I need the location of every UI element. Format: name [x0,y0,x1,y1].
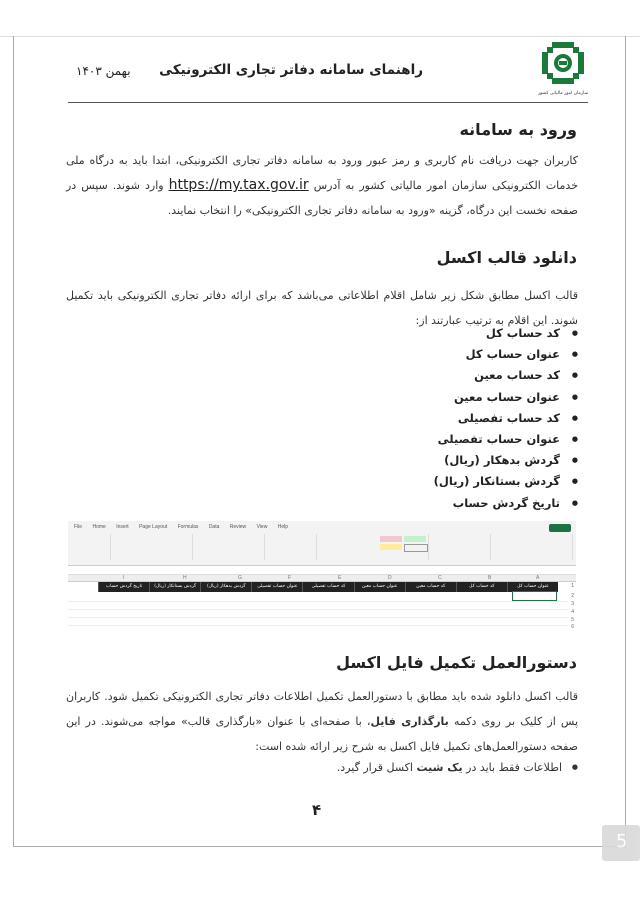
excel-fields-list [434,323,578,514]
svg-text:سازمان امور مالیاتی کشور: سازمان امور مالیاتی کشور [538,91,588,96]
page-bottom-edge [13,846,626,847]
page-right-edge [625,36,626,846]
ribbon-group-cells [430,534,491,560]
page-left-edge [13,36,14,846]
excel-formula-bar [68,566,576,575]
excel-header-cell: گردش بستانکار (ریال) [149,582,200,592]
header-divider [68,102,588,103]
excel-selected-cell [512,591,557,601]
excel-header-cell: عنوان حساب تفصیلی [251,582,302,592]
ribbon-group-number [266,534,317,560]
style-swatch-calc [404,544,428,552]
column-letter: B [488,575,492,581]
ribbon-group-font [112,534,193,560]
tax-portal-link[interactable]: https://my.tax.gov.ir [168,177,309,193]
document-date: بهمن ۱۴۰۳ [76,64,131,78]
list-item: ● عنوان حساب معین [434,387,578,408]
ribbon-tab: File [74,524,83,530]
heading-login: ورود به سامانه [459,120,577,139]
ribbon-tab: View [256,524,268,530]
list-item: ● کد حساب معین [434,365,578,386]
excel-ribbon [68,521,576,566]
ribbon-tab: Page Layout [139,524,168,530]
column-letter: H [183,575,187,581]
excel-header-cell: تاریخ گردش حساب [98,582,149,592]
excel-share-button [549,524,571,532]
page-indicator-button[interactable] [602,825,640,861]
column-letter: F [288,575,292,581]
column-letter: I [123,575,125,581]
row-number: 1 [571,583,574,589]
ribbon-group-editing [492,534,573,560]
ribbon-group-clipboard [70,534,111,560]
excel-header-cell: عنوان حساب معین [354,582,405,592]
page-top-edge [0,36,640,37]
column-letter: E [338,575,342,581]
ribbon-tab: Help [277,524,288,530]
excel-header-cell: کد حساب کل [456,582,507,592]
upload-file-term: بارگذاری فایل [370,715,449,728]
bullet-icon: ● [571,763,578,771]
ribbon-group-alignment [194,534,265,560]
excel-header-cell: کد حساب معین [405,582,456,592]
list-item: ● کد حساب کل [434,323,578,344]
excel-header-cell: گردش بدهکار (ریال) [200,582,251,592]
list-item: ● کد حساب تفصیلی [434,408,578,429]
heading-download: دانلود قالب اکسل [436,248,577,267]
style-swatch-neutral [380,544,402,550]
login-paragraph [66,148,578,223]
page-number: ۴ [312,801,322,819]
excel-grid-line [68,609,568,610]
excel-grid-line [68,625,568,626]
excel-header-cell: عنوان حساب کل [507,582,558,592]
ribbon-tab: Review [229,524,247,530]
excel-column-headers [68,575,576,582]
excel-ribbon-tabs [74,524,297,530]
instruction-bullet [162,755,578,780]
excel-header-row [98,582,558,592]
bullet-text-1: اطلاعات فقط باید در [466,761,562,774]
single-sheet-term: یک شیت [416,761,463,774]
page-indicator-label: 5 [616,831,628,852]
row-number: 4 [571,609,574,615]
row-number: 3 [571,601,574,607]
excel-grid-line [68,601,568,602]
document-title: راهنمای سامانه دفاتر تجاری الکترونیکی [159,62,423,78]
ribbon-tab: Home [92,524,106,530]
list-item: ● عنوان حساب تفصیلی [434,429,578,450]
excel-template-screenshot [68,521,576,630]
list-item: ● گردش بستانکار (ریال) [434,471,578,492]
instructions-paragraph [66,684,578,759]
list-item: ● گردش بدهکار (ریال) [434,450,578,471]
heading-instructions: دستورالعمل تکمیل فایل اکسل [336,653,577,672]
column-letter: D [388,575,392,581]
column-letter: G [238,575,242,581]
ribbon-tab: Insert [116,524,129,530]
ribbon-tab: Formulas [177,524,199,530]
column-letter: C [438,575,442,581]
login-text-1: کاربران جهت دریافت نام کاربری و رمز عبور ورود به سامانه دفاتر تجاری الکترونیکی، ابتدا باید به درگاه ملی خدمات الکترونیکی سازمان امور مالیاتی کشور به آدرس [66,154,578,192]
style-swatch-good [404,536,426,542]
ribbon-tab: Data [208,524,220,530]
login-text-2: وارد شوند. سپس در صفحه نخست این درگاه، گزینه «ورود به سامانه دفاتر تجاری الکترونیکی» را انتخاب نمایند. [66,179,578,217]
list-item: ● تاریخ گردش حساب [434,493,578,514]
excel-header-cell: کد حساب تفصیلی [302,582,353,592]
row-number: 2 [571,593,574,599]
download-intro: قالب اکسل مطابق شکل زیر شامل اقلام اطلاعاتی می‌باشد که برای ارائه دفاتر تجاری الکترونیکی باید تکمیل شوند. این اقلام به ترتیب عبارتند از: [66,289,578,327]
tax-organization-logo [538,40,588,98]
bullet-text-2: اکسل قرار گیرد. [336,761,413,774]
row-number: 5 [571,617,574,623]
list-item: ● عنوان حساب کل [434,344,578,365]
page-header [68,40,588,100]
column-letter: A [536,575,540,581]
instructions-text-2: ، با صفحه‌ای با عنوان «بارگذاری قالب» مواجه می‌شوند. در این صفحه دستورالعمل‌های تکمیل فایل اکسل به شرح زیر ارائه شده است: [66,715,578,753]
row-number: 6 [571,624,574,630]
excel-grid-line [68,617,568,618]
style-swatch-bad [380,536,402,542]
instructions-text-1: قالب اکسل دانلود شده باید مطابق با دستورالعمل تکمیل اطلاعات دفاتر تجاری الکترونیکی تکمیل شود. کاربران پس از کلیک بر روی دکمه [66,690,579,728]
